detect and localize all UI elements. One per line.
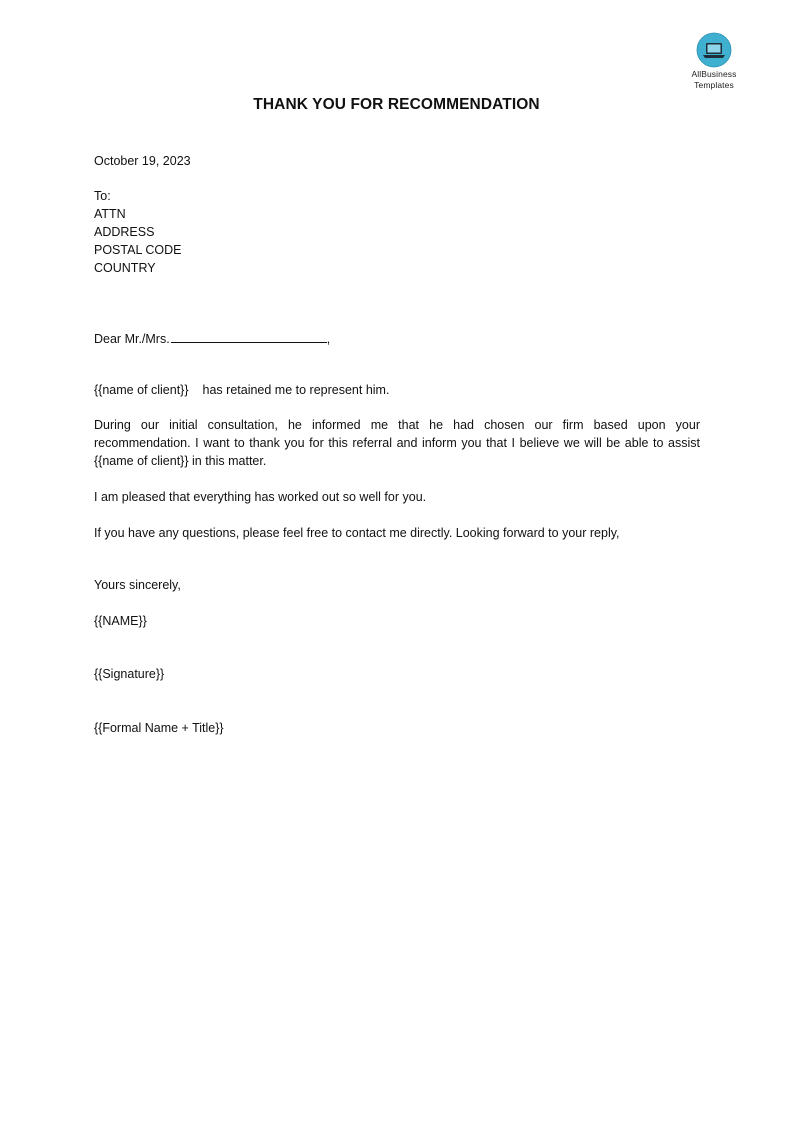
salutation-prefix: Dear Mr./Mrs. xyxy=(94,332,170,346)
laptop-logo-icon xyxy=(696,32,732,68)
letter-date: October 19, 2023 xyxy=(94,154,191,168)
recipient-attn: ATTN xyxy=(94,207,126,221)
salutation-suffix: , xyxy=(326,332,331,346)
document-title: THANK YOU FOR RECOMMENDATION xyxy=(253,96,540,113)
salutation-name-blank xyxy=(171,330,327,343)
recipient-postal-code: POSTAL CODE xyxy=(94,243,182,257)
logo xyxy=(680,32,748,90)
sender-name: {{NAME}} xyxy=(94,614,147,628)
sign-off: Yours sincerely, xyxy=(94,578,181,592)
body-paragraph-4: If you have any questions, please feel free to contact me directly. Looking forward to your reply, xyxy=(94,526,620,540)
body-paragraph-2: During our initial consultation, he informed me that he had chosen our firm based upon your recommendation. I want to thank you for this referral and inform you that I believe we will be able to assist {{name of client}} in this matter. xyxy=(94,418,700,468)
logo-text-line1: AllBusiness xyxy=(691,69,737,79)
retained-text: has retained me to represent him. xyxy=(202,383,390,397)
client-placeholder: {{name of client}} xyxy=(94,383,189,397)
recipient-country: COUNTRY xyxy=(94,261,156,275)
recipient-address: ADDRESS xyxy=(94,225,155,239)
body-paragraph-3: I am pleased that everything has worked out so well for you. xyxy=(94,490,427,504)
salutation xyxy=(94,330,330,348)
formal-name-title: {{Formal Name + Title}} xyxy=(94,721,224,735)
logo-text-line2: Templates xyxy=(694,80,734,90)
signature-placeholder: {{Signature}} xyxy=(94,667,165,681)
recipient-to: To: xyxy=(94,189,111,203)
body-paragraph-1 xyxy=(94,381,389,399)
